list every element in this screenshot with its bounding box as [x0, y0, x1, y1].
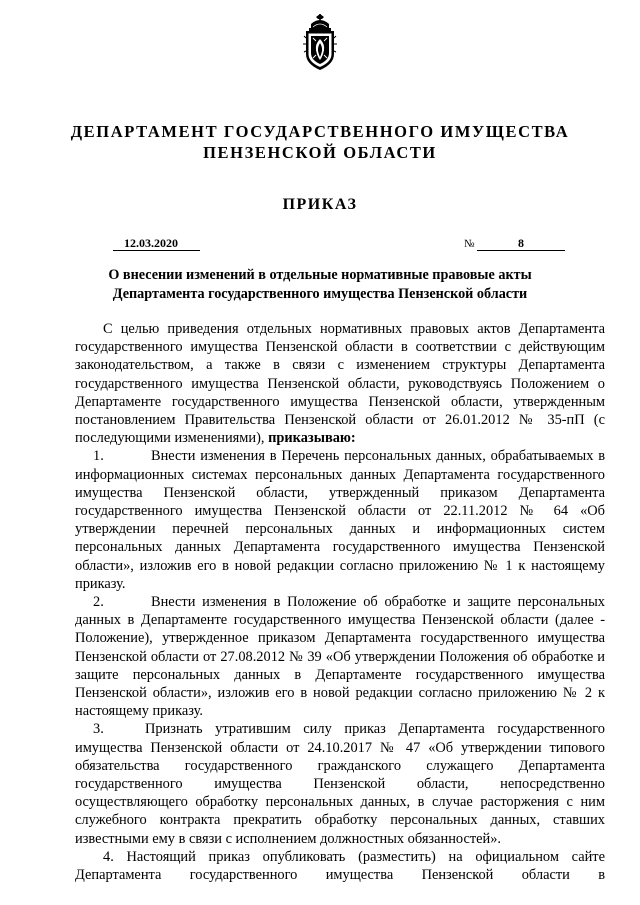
preamble-text: С целью приведения отдельных нормативных правовых актов Департамента государственного имущества Пензенской области в соответствии с действующим законодательством, а также в связи с изменением структуры Департамента государственного имущества Пензенской области, руководствуясь Положением о Департаменте государственного имущества Пензенской области, утвержденным постановлением Правительства Пензенской области от 26.01.2012 № 35-пП (с последующими изменениями),	[75, 321, 605, 447]
item-2	[75, 593, 605, 720]
order-body	[75, 320, 605, 884]
item-1-text: Внести изменения в Перечень персональных данных, обрабатываемых в информационных системах персональных данных Департамента государственного имущества Пензенской области, утвержденный приказом Департамента государственного имущества Пензенской области от 22.11.2012 № 64 «Об утверждении перечней персональных данных и информационных систем персональных данных Департамента государственного имущества Пензенской области», изложив его в новой редакции согласно приложению № 1 к настоящему приказу.	[75, 448, 605, 592]
item-4-text: Настоящий приказ опубликовать (разместить) на официальном сайте Департамента государственного имущества Пензенской области в	[75, 848, 605, 884]
order-number-label: №	[464, 238, 475, 250]
department-title-line1: ДЕПАРТАМЕНТ ГОСУДАРСТВЕННОГО ИМУЩЕСТВА	[70, 122, 570, 141]
preamble-paragraph	[75, 320, 605, 447]
item-1	[75, 447, 605, 593]
item-4-number: 4.	[103, 848, 114, 865]
document-type: ПРИКАЗ	[282, 196, 358, 213]
item-3	[75, 720, 605, 847]
item-1-number: 1.	[93, 448, 104, 465]
item-4	[75, 848, 605, 884]
item-2-number: 2.	[93, 594, 104, 611]
preamble-bold: приказываю:	[268, 430, 356, 447]
subject-line2: Департамента государственного имущества Пензенской области	[112, 286, 528, 302]
item-3-text: Признать утратившим силу приказ Департамента государственного имущества Пензенской области от 24.10.2017 № 47 «Об утверждении типового обязательства государственного гражданского служащего Департамента государственного имущества Пензенской области, непосредственно осуществляющего обработку персональных данных, в случае расторжения с ним служебного контракта прекратить обработку персональных данных, ставших известными ему в связи с исполнением должностных обязанностей».	[75, 721, 605, 847]
item-2-text: Внести изменения в Положение об обработке и защите персональных данных в Департаменте государственного имущества Пензенской области (далее - Положение), утвержденное приказом Департамента государственного имущества Пензенской области от 27.08.2012 № 39 «Об утверждении Положения об обработке и защите персональных данных в Департаменте государственного имущества Пензенской области», изложив его в новой редакции согласно приложению № 2 к настоящему приказу.	[75, 594, 605, 720]
subject-line1: О внесении изменений в отдельные нормативные правовые акты	[108, 267, 532, 283]
item-3-number: 3.	[93, 721, 104, 738]
department-title-line2: ПЕНЗЕНСКОЙ ОБЛАСТИ	[203, 143, 437, 162]
order-subject	[60, 266, 580, 304]
order-date: 12.03.2020	[113, 236, 200, 251]
coat-of-arms-icon	[302, 14, 338, 72]
order-number: 8	[477, 236, 565, 251]
